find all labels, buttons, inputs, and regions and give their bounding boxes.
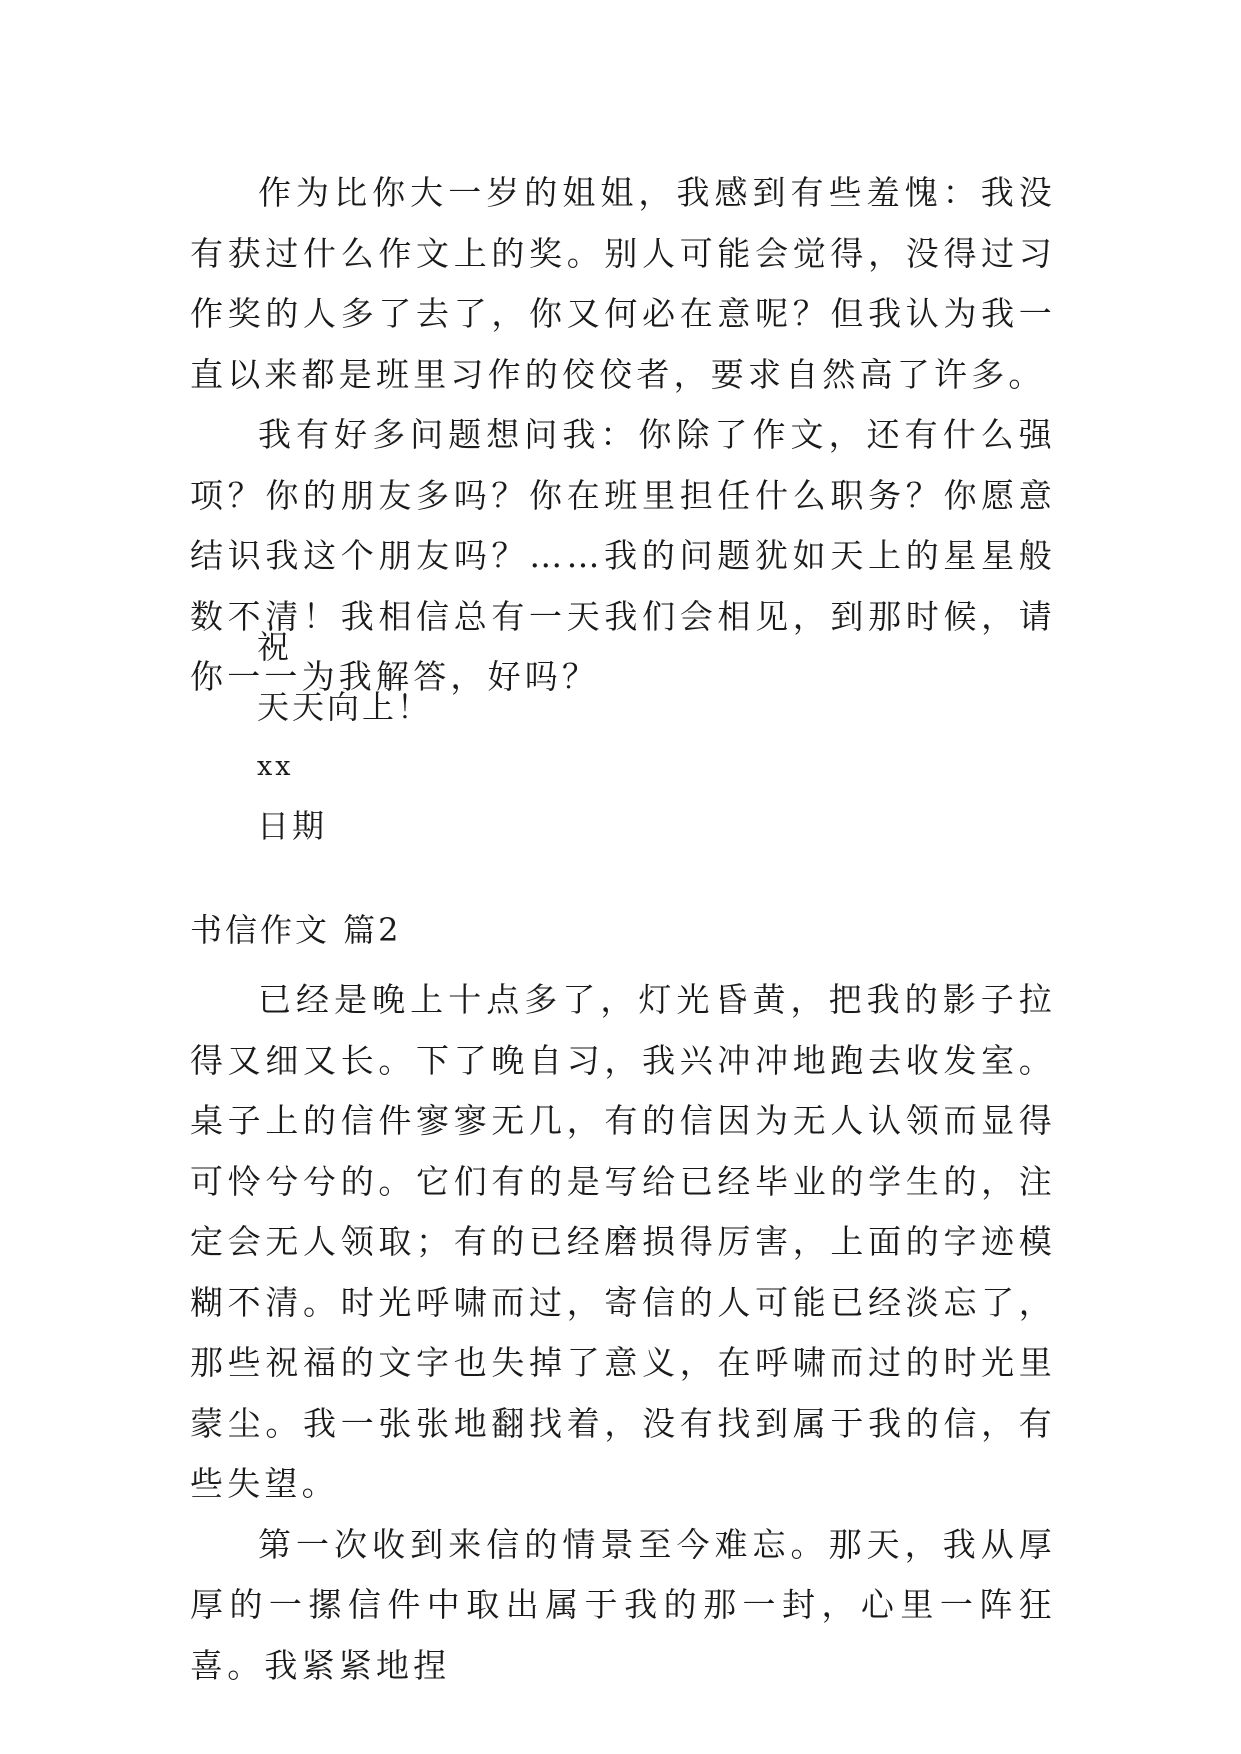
section-heading: 书信作文 篇2 (190, 911, 402, 949)
section2-paragraph-1: 已经是晚上十点多了，灯光昏黄，把我的影子拉得又细又长。下了晚自习，我兴冲冲地跑去收发室。桌子上的信件寥寥无几，有的信因为无人认领而显得可怜兮兮的。它们有的是写给已经毕业的学生的，注定会无人领取；有的已经磨损得厉害，上面的字迹模糊不清。时光呼啸而过，寄信的人可能已经淡忘了，那些祝福的文字也失掉了意义，在呼啸而过的时光里蒙尘。我一张张地翻找着，没有找到属于我的信，有些失望。 (190, 980, 1056, 1503)
letter1-paragraph-1: 作为比你大一岁的姐姐，我感到有些羞愧：我没有获过什么作文上的奖。别人可能会觉得，没得过习作奖的人多了去了，你又何必在意呢？但我认为我一直以来都是班里习作的佼佼者，要求自然高了许多。 (190, 173, 1056, 394)
closing-salutation: 祝 (257, 628, 293, 666)
section2-body (190, 970, 1056, 1696)
letter1-paragraph-2: 我有好多问题想问我：你除了作文，还有什么强项？你的朋友多吗？你在班里担任什么职务？你愿意结识我这个朋友吗？……我的问题犹如天上的星星般数不清！我相信总有一天我们会相见，到那时候，请你一一为我解答，好吗？ (190, 415, 1056, 696)
closing-wish: 天天向上！ (257, 688, 433, 726)
letter1-body (190, 163, 1056, 708)
closing-date: 日期 (257, 807, 328, 845)
section2-paragraph-2: 第一次收到来信的情景至今难忘。那天，我从厚厚的一摞信件中取出属于我的那一封，心里一阵狂喜。我紧紧地捏 (190, 1524, 1056, 1685)
closing-signature: xx (257, 751, 294, 782)
